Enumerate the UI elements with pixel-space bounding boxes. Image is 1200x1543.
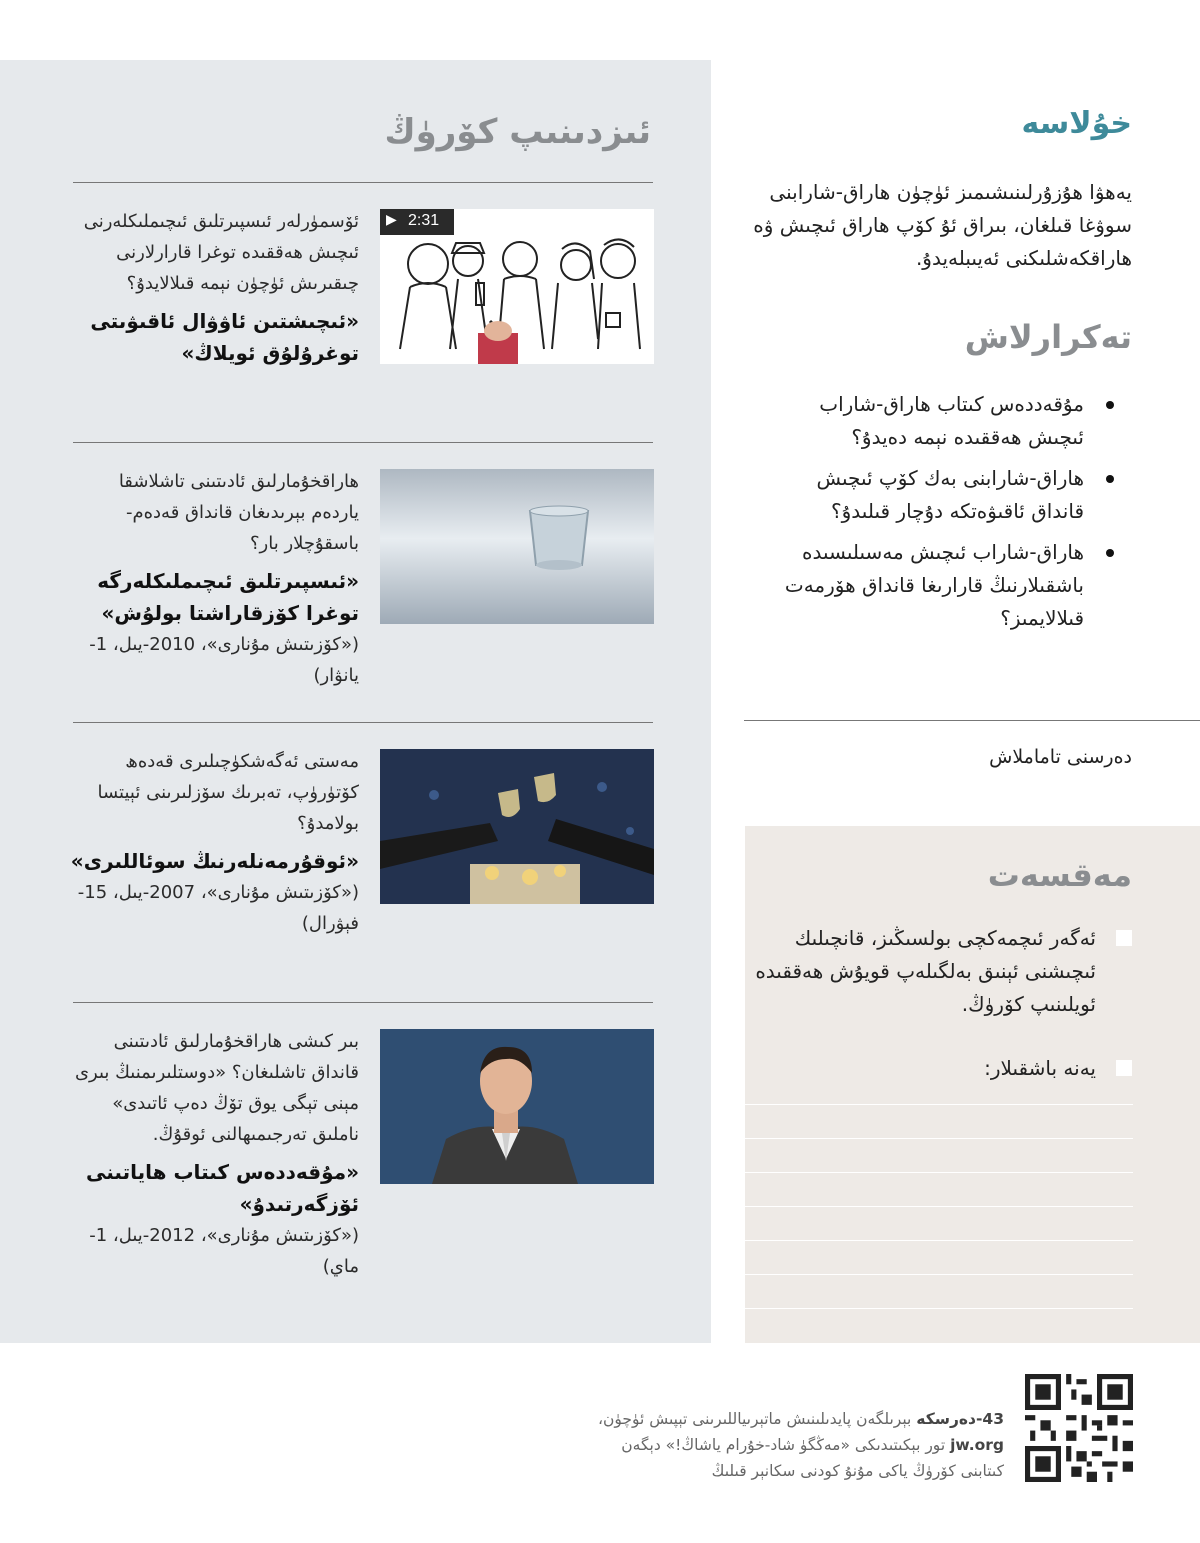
- explore-item: [67, 206, 359, 369]
- lesson-completed-label[interactable]: دەرسنى تاماملاش: [989, 746, 1132, 768]
- item-link[interactable]: «ئىچىشتىن ئاۋۋال ئاقىۋىتى توغرۇلۇق ئويلاڭ»: [90, 309, 359, 365]
- item-description: مەستى ئەگەشكۈچىلىرى قەدەھ كۆتۈرۈپ، تەبرىك سۆزلىرىنى ئېيتسا بولامدۇ؟: [97, 751, 359, 834]
- portrait-photo[interactable]: [380, 1029, 654, 1184]
- item-source: («كۆزىتىش مۇنارى»، 2012-يىل، 1-ماي): [89, 1225, 359, 1277]
- goal-text: ئەگەر ئىچمەكچى بولسىڭىز، قانچىلىك ئىچىشنى ئېنىق بەلگىلەپ قويۇش ھەققىدە ئويلىنىپ كۆرۈڭ.: [755, 926, 1096, 1016]
- summary-text: يەھۋا ھۇزۇرلىنىشىمىز ئۈچۈن ھاراق-شارابنى سوۋغا قىلغان، بىراق ئۇ كۆپ ھاراق ئىچىش ۋە ھاراقكەشلىكنى ئەيىبلەيدۇ.: [753, 180, 1132, 270]
- goal-title: مەقسەت: [987, 856, 1132, 894]
- writing-line[interactable]: [745, 1308, 1133, 1309]
- writing-line[interactable]: [745, 1172, 1133, 1173]
- goal-box: [745, 826, 1200, 1343]
- divider: [73, 722, 653, 723]
- goal-item[interactable]: [736, 922, 1132, 1021]
- item-source: («كۆزىتىش مۇنارى»، 2010-يىل، 1-يانۋار): [89, 634, 359, 686]
- item-description: ئۆسمۈرلەر ئىسپىرتلىق ئىچىملىكلەرنى ئىچىش ھەققىدە توغرا قارارلارنى چىقىرىش ئۈچۈن نېمە قىلالايدۇ؟: [83, 211, 359, 294]
- checkbox-icon[interactable]: [1116, 930, 1132, 946]
- item-link[interactable]: «مۇقەددەس كىتاب ھاياتىنى ئۆزگەرتىدۇ»: [86, 1160, 359, 1216]
- glass-image: [380, 469, 654, 624]
- review-question: ھاراق-شاراب ئىچىش مەسىلىسىدە باشقىلارنىڭ قارارىغا قانداق ھۆرمەت قىلالايمىز؟: [784, 540, 1084, 630]
- checkbox-icon[interactable]: [1116, 1060, 1132, 1076]
- review-question: مۇقەددەس كىتاب ھاراق-شاراب ئىچىش ھەققىدە نېمە دەيدۇ؟: [819, 392, 1084, 449]
- divider: [744, 720, 1200, 721]
- goal-item[interactable]: [736, 1052, 1132, 1085]
- duration-badge: [380, 209, 454, 235]
- footer-lesson: 43-دەرسكە: [916, 1410, 1004, 1428]
- item-link[interactable]: «ئوقۇرمەنلەرنىڭ سوئاللىرى»: [70, 849, 359, 873]
- bullet-icon: [1106, 475, 1114, 483]
- video-duration: 2:31: [408, 212, 440, 229]
- glass-photo[interactable]: [380, 469, 654, 624]
- review-item: [772, 388, 1132, 454]
- play-icon: ▶: [386, 212, 397, 228]
- explore-item: [67, 1026, 359, 1282]
- toast-image: [380, 749, 654, 904]
- footer-line3: كىتابنى كۆرۈڭ ياكى مۇنۇ كودنى سكانېر قىلىڭ: [711, 1462, 1004, 1480]
- writing-line[interactable]: [745, 1206, 1133, 1207]
- writing-line[interactable]: [745, 1138, 1133, 1139]
- divider: [73, 1002, 653, 1003]
- review-title: تەكرارلاش: [964, 318, 1132, 356]
- bullet-icon: [1106, 401, 1114, 409]
- explore-item: [67, 466, 359, 691]
- portrait-image: [380, 1029, 654, 1184]
- review-item: [772, 536, 1132, 635]
- explore-panel: [0, 60, 711, 1343]
- footer-text: [484, 1406, 1004, 1484]
- item-description: بىر كىشى ھاراقخۇمارلىق ئادىتىنى قانداق تاشلىغان؟ «دوستلىرىمنىڭ بىرى مېنى تېگى يوق تۆڭ دەپ ئاتىدى» ناملىق تەرجىمىھالنى ئوقۇڭ.: [74, 1031, 359, 1145]
- writing-line[interactable]: [745, 1240, 1133, 1241]
- item-source: («كۆزىتىش مۇنارى»، 2007-يىل، 15-فېۋرال): [77, 882, 359, 934]
- summary-title: خۇلاسە: [1021, 106, 1132, 141]
- divider: [73, 182, 653, 183]
- divider: [73, 442, 653, 443]
- writing-line[interactable]: [745, 1274, 1133, 1275]
- qr-code-icon[interactable]: [1025, 1374, 1133, 1482]
- item-link[interactable]: «ئىسپىرتلىق ئىچىملىكلەرگە توغرا كۆزقاراشتا بولۇش»: [97, 569, 359, 625]
- writing-line[interactable]: [745, 1104, 1133, 1105]
- toast-photo[interactable]: [380, 749, 654, 904]
- item-description: ھاراقخۇمارلىق ئادىتىنى تاشلاشقا ياردەم بېرىدىغان قانداق قەدەم-باسقۇچلار بار؟: [118, 471, 359, 554]
- footer-line1: بېرىلگەن پايدىلىنىش ماتېرىياللىرىنى تېپىش ئۈچۈن،: [598, 1410, 912, 1428]
- footer-line2: تور بېكىتىدىكى «مەڭگۈ شاد-خۇرام ياشاڭ!» دېگەن: [621, 1436, 946, 1454]
- review-list: [772, 388, 1132, 643]
- goal-text: يەنە باشقىلار:: [984, 1056, 1096, 1080]
- explore-item: [67, 746, 359, 939]
- video-thumbnail[interactable]: [380, 209, 654, 364]
- review-question: ھاراق-شارابنى بەك كۆپ ئىچىش قانداق ئاقىۋەتكە دۇچار قىلىدۇ؟: [816, 466, 1084, 523]
- footer-site-link[interactable]: jw.org: [950, 1436, 1004, 1454]
- review-item: [772, 462, 1132, 528]
- bullet-icon: [1106, 549, 1114, 557]
- explore-title: ئىزدىنىپ كۆرۈڭ: [384, 112, 651, 152]
